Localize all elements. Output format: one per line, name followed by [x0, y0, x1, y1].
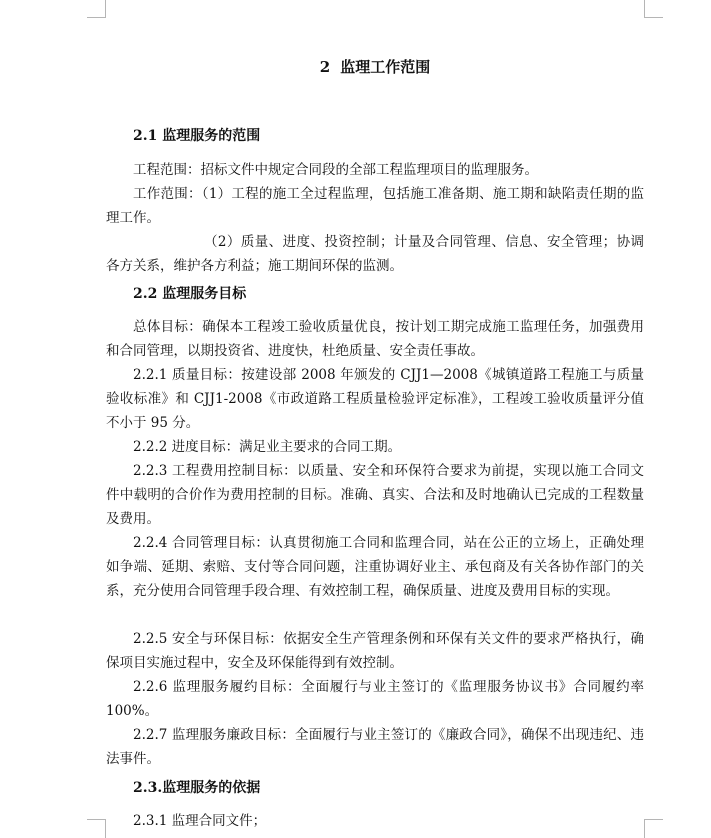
paragraph-work-scope-2: （2）质量、进度、投资控制；计量及合同管理、信息、安全管理；协调各方关系，维护各方利益；施工期间环保的监测。 — [106, 234, 644, 274]
paragraph-2-2-2: 2.2.2 进度目标：满足业主要求的合同工期。 — [133, 439, 402, 455]
paragraph-2-2-3: 2.2.3 工程费用控制目标：以质量、安全和环保符合要求为前提，实现以施工合同文件中载明的合价作为费用控制的目标。准确、真实、合法和及时地确认已完成的工程数量及费用。 — [106, 463, 644, 527]
paragraph-2-2-4: 2.2.4 合同管理目标：认真贯彻施工合同和监理合同，站在公正的立场上，正确处理如争端、延期、索赔、支付等合同问题，注重协调好业主、承包商及有关各协作部门的关系，充分使用合同管理手段合理、有效控制工程，确保质量、进度及费用目标的实现。 — [106, 535, 644, 599]
page-corner-mark — [87, 819, 106, 838]
paragraph-2-2-6: 2.2.6 监理服务履约目标：全面履行与业主签订的《监理服务协议书》合同履约率 100%。 — [106, 679, 644, 719]
paragraph-2-2-1: 2.2.1 质量目标：按建设部 2008 年颁发的 CJJ1—2008《城镇道路工程施工与质量验收标准》和 CJJ1-2008《市政道路工程质量检验评定标准》，工程竣工验收质量评分值不小于 95 分。 — [106, 367, 644, 431]
paragraph-2-3-1: 2.3.1 监理合同文件； — [133, 813, 267, 829]
chapter-number: 2 — [319, 58, 331, 76]
section-heading-2-1: 2.1 监理服务的范围 — [133, 128, 261, 144]
paragraph-2-2-5: 2.2.5 安全与环保目标：依据安全生产管理条例和环保有关文件的要求严格执行，确保项目实施过程中，安全及环保能得到有效控制。 — [106, 631, 644, 671]
paragraph-overall-goal: 总体目标：确保本工程竣工验收质量优良，按计划工期完成施工监理任务，加强费用和合同管理，以期投资省、进度快，杜绝质量、安全责任事故。 — [106, 319, 644, 359]
paragraph-engineering-scope: 工程范围：招标文件中规定合同段的全部工程监理项目的监理服务。 — [133, 162, 538, 178]
chapter-title-text: 监理工作范围 — [340, 58, 431, 76]
paragraph-work-scope: 工作范围：（1）工程的施工全过程监理，包括施工准备期、施工期和缺陷责任期的监理工作。 — [106, 186, 644, 226]
page-corner-mark — [644, 0, 663, 18]
chapter-title — [106, 55, 644, 79]
page-corner-mark — [644, 819, 663, 838]
paragraph-2-2-7: 2.2.7 监理服务廉政目标：全面履行与业主签订的《廉政合同》，确保不出现违纪、违法事件。 — [106, 727, 644, 767]
page-corner-mark — [87, 0, 106, 18]
section-heading-2-2: 2.2 监理服务目标 — [133, 286, 247, 302]
section-heading-2-3: 2.3.监理服务的依据 — [133, 780, 261, 796]
